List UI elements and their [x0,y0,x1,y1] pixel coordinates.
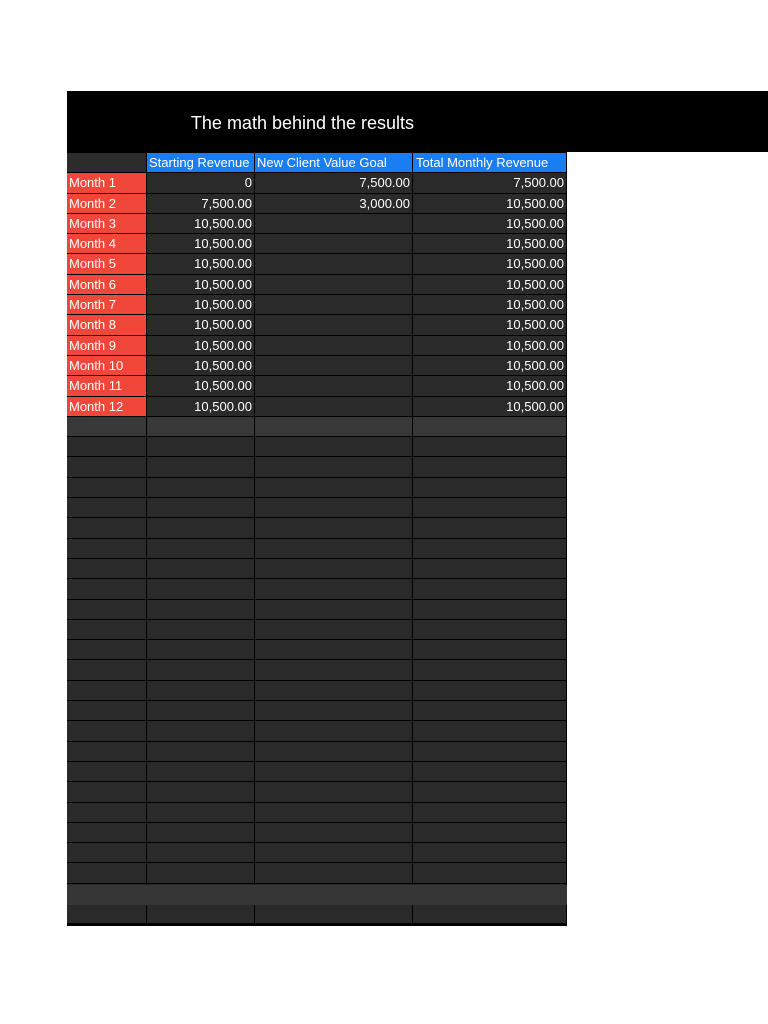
empty-cell[interactable] [67,823,146,842]
empty-cell[interactable] [255,559,412,578]
empty-cell[interactable] [413,559,566,578]
empty-cell[interactable] [147,539,254,558]
empty-cell[interactable] [255,803,412,822]
empty-cell[interactable] [413,681,566,700]
empty-cell[interactable] [255,457,412,476]
empty-cell[interactable] [67,498,146,517]
empty-cell[interactable] [67,721,146,740]
empty-cell[interactable] [147,660,254,679]
empty-cell[interactable] [255,742,412,761]
goal-cell[interactable] [255,315,412,334]
empty-cell[interactable] [67,539,146,558]
empty-cell[interactable] [413,782,566,801]
header-new-client-value-goal[interactable]: New Client Value Goal [255,153,412,172]
empty-cell[interactable] [413,437,566,456]
empty-cell[interactable] [147,559,254,578]
empty-cell[interactable] [255,640,412,659]
empty-cell[interactable] [413,803,566,822]
goal-cell[interactable]: 7,500.00 [255,173,412,192]
empty-cell[interactable] [255,721,412,740]
goal-cell[interactable]: 3,000.00 [255,194,412,213]
empty-cell[interactable] [67,863,146,882]
empty-cell[interactable] [147,863,254,882]
empty-cell[interactable] [67,457,146,476]
starting-revenue-cell[interactable]: 10,500.00 [147,234,254,253]
month-label[interactable]: Month 7 [67,295,146,314]
header-total-monthly-revenue[interactable]: Total Monthly Revenue [413,153,566,172]
goal-cell[interactable] [255,275,412,294]
month-label[interactable]: Month 11 [67,376,146,395]
header-cell-blank[interactable] [67,153,146,172]
empty-cell[interactable] [255,437,412,456]
starting-revenue-cell[interactable]: 10,500.00 [147,336,254,355]
empty-cell[interactable] [147,681,254,700]
empty-cell[interactable] [147,478,254,497]
month-label[interactable]: Month 4 [67,234,146,253]
empty-cell[interactable] [67,681,146,700]
total-cell[interactable]: 10,500.00 [413,295,566,314]
empty-cell[interactable] [413,762,566,781]
empty-cell[interactable] [413,518,566,537]
total-cell[interactable]: 7,500.00 [413,173,566,192]
empty-cell[interactable] [255,539,412,558]
total-cell[interactable]: 10,500.00 [413,214,566,233]
empty-cell[interactable] [413,640,566,659]
title-band [67,91,768,152]
month-label[interactable]: Month 8 [67,315,146,334]
starting-revenue-cell[interactable]: 10,500.00 [147,356,254,375]
starting-revenue-cell[interactable]: 10,500.00 [147,397,254,416]
empty-cell[interactable] [413,539,566,558]
empty-cell[interactable] [413,904,566,923]
total-cell[interactable]: 10,500.00 [413,275,566,294]
goal-cell[interactable] [255,295,412,314]
empty-cell[interactable] [147,579,254,598]
goal-cell[interactable] [255,356,412,375]
empty-cell[interactable] [67,437,146,456]
empty-cell[interactable] [255,823,412,842]
month-label[interactable]: Month 3 [67,214,146,233]
goal-cell[interactable] [255,376,412,395]
total-cell[interactable]: 10,500.00 [413,397,566,416]
total-cell[interactable]: 10,500.00 [413,336,566,355]
goal-cell[interactable] [255,254,412,273]
starting-revenue-cell[interactable]: 7,500.00 [147,194,254,213]
empty-cell[interactable] [147,701,254,720]
month-label[interactable]: Month 5 [67,254,146,273]
goal-cell[interactable] [255,214,412,233]
empty-cell[interactable] [413,417,566,436]
empty-cell[interactable] [67,762,146,781]
empty-cell[interactable] [67,620,146,639]
starting-revenue-cell[interactable]: 10,500.00 [147,376,254,395]
starting-revenue-cell[interactable]: 10,500.00 [147,254,254,273]
total-cell[interactable]: 10,500.00 [413,194,566,213]
empty-cell[interactable] [413,579,566,598]
empty-cell[interactable] [255,863,412,882]
empty-cell[interactable] [255,518,412,537]
empty-cell[interactable] [147,904,254,923]
empty-cell[interactable] [147,620,254,639]
empty-cell[interactable] [255,701,412,720]
empty-cell[interactable] [413,498,566,517]
empty-cell[interactable] [147,498,254,517]
month-label[interactable]: Month 12 [67,397,146,416]
empty-cell[interactable] [67,417,146,436]
empty-cell[interactable] [413,742,566,761]
empty-cell[interactable] [147,518,254,537]
month-label[interactable]: Month 1 [67,173,146,192]
empty-cell[interactable] [67,843,146,862]
empty-cell[interactable] [67,701,146,720]
goal-cell[interactable] [255,397,412,416]
empty-cell[interactable] [255,498,412,517]
empty-cell[interactable] [67,782,146,801]
empty-cell[interactable] [413,620,566,639]
goal-cell[interactable] [255,234,412,253]
total-cell[interactable]: 10,500.00 [413,356,566,375]
empty-cell[interactable] [255,681,412,700]
empty-cell[interactable] [67,559,146,578]
empty-cell[interactable] [255,417,412,436]
empty-cell[interactable] [413,660,566,679]
goal-cell[interactable] [255,336,412,355]
empty-cell[interactable] [413,457,566,476]
total-cell[interactable]: 10,500.00 [413,254,566,273]
empty-cell[interactable] [413,721,566,740]
data-table [67,153,567,923]
empty-cell[interactable] [147,457,254,476]
empty-cell[interactable] [147,762,254,781]
empty-cell[interactable] [413,823,566,842]
total-cell[interactable]: 10,500.00 [413,376,566,395]
empty-cell[interactable] [147,843,254,862]
empty-cell[interactable] [67,904,146,923]
empty-cell[interactable] [255,478,412,497]
page-title: The math behind the results [190,113,415,133]
starting-revenue-cell[interactable]: 10,500.00 [147,315,254,334]
empty-cell[interactable] [255,904,412,923]
empty-cell[interactable] [67,803,146,822]
empty-cell[interactable] [147,721,254,740]
empty-cell[interactable] [147,742,254,761]
empty-cell[interactable] [147,600,254,619]
empty-cell[interactable] [67,600,146,619]
header-starting-revenue[interactable]: Starting Revenue [147,153,254,172]
empty-cell[interactable] [67,660,146,679]
month-label[interactable]: Month 10 [67,356,146,375]
starting-revenue-cell[interactable]: 10,500.00 [147,295,254,314]
empty-cell[interactable] [67,518,146,537]
empty-cell[interactable] [413,478,566,497]
empty-cell[interactable] [67,640,146,659]
total-cell[interactable]: 10,500.00 [413,315,566,334]
empty-cell[interactable] [67,478,146,497]
empty-cell[interactable] [147,782,254,801]
empty-cell[interactable] [255,843,412,862]
empty-cell[interactable] [147,640,254,659]
starting-revenue-cell[interactable]: 10,500.00 [147,275,254,294]
empty-cell[interactable] [413,600,566,619]
empty-cell[interactable] [413,863,566,882]
empty-cell[interactable] [255,620,412,639]
footer-strip [67,885,567,905]
empty-cell[interactable] [147,803,254,822]
month-label[interactable]: Month 2 [67,194,146,213]
total-cell[interactable]: 10,500.00 [413,234,566,253]
empty-cell[interactable] [67,742,146,761]
month-label[interactable]: Month 6 [67,275,146,294]
empty-cell[interactable] [413,843,566,862]
empty-cell[interactable] [255,782,412,801]
starting-revenue-cell[interactable]: 10,500.00 [147,214,254,233]
starting-revenue-cell[interactable]: 0 [147,173,254,192]
empty-cell[interactable] [147,417,254,436]
empty-cell[interactable] [255,762,412,781]
empty-cell[interactable] [255,579,412,598]
empty-cell[interactable] [255,600,412,619]
month-label[interactable]: Month 9 [67,336,146,355]
empty-cell[interactable] [147,823,254,842]
empty-cell[interactable] [413,701,566,720]
empty-cell[interactable] [255,660,412,679]
empty-cell[interactable] [67,579,146,598]
empty-cell[interactable] [147,437,254,456]
